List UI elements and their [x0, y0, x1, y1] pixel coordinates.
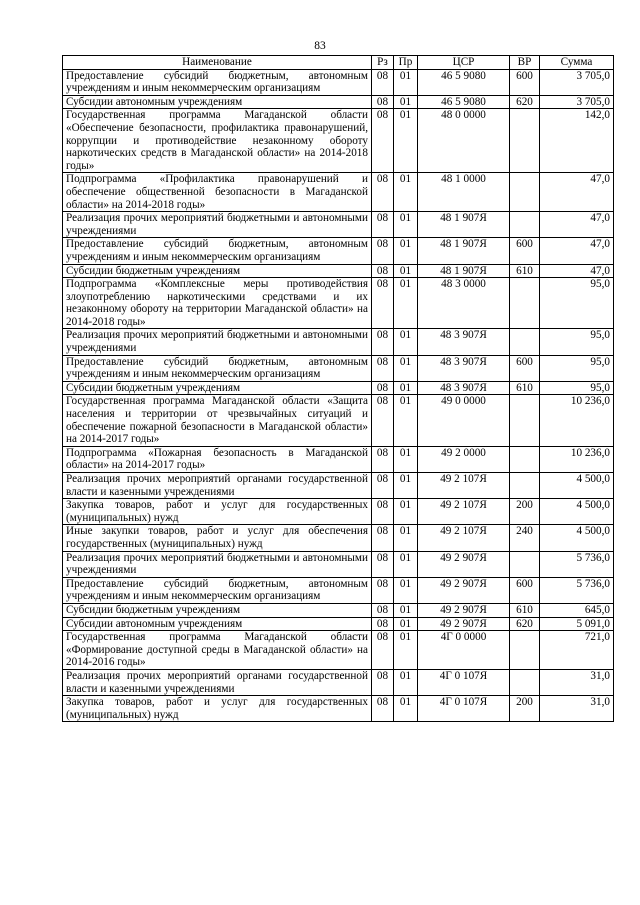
cell-name: Предоставление субсидий бюджетным, автономным учреждениям и иным некоммерческим организациям	[63, 238, 372, 264]
cell-sum: 95,0	[540, 381, 614, 395]
cell-vr	[510, 473, 540, 499]
cell-csr: 48 3 0000	[418, 278, 510, 329]
table-row	[63, 617, 614, 631]
cell-pr: 01	[394, 173, 418, 212]
cell-rz: 08	[372, 446, 394, 472]
cell-rz: 08	[372, 631, 394, 670]
cell-name: Государственная программа Магаданской области «Защита населения и территории от чрезвычайных ситуаций и обеспечение пожарной безопасности в Магаданской области» на 2014-2017 годы»	[63, 395, 372, 446]
cell-sum: 721,0	[540, 631, 614, 670]
cell-name: Реализация прочих мероприятий бюджетными и автономными учреждениями	[63, 329, 372, 355]
cell-csr: 48 1 907Я	[418, 238, 510, 264]
cell-name: Предоставление субсидий бюджетным, автономным учреждениям и иным некоммерческим организациям	[63, 69, 372, 95]
cell-csr: 46 5 9080	[418, 69, 510, 95]
cell-sum: 47,0	[540, 212, 614, 238]
cell-csr: 48 1 0000	[418, 173, 510, 212]
cell-rz: 08	[372, 525, 394, 551]
cell-name: Субсидии автономным учреждениям	[63, 95, 372, 109]
table-row	[63, 551, 614, 577]
cell-pr: 01	[394, 381, 418, 395]
cell-name: Реализация прочих мероприятий органами государственной власти и казенными учреждениями	[63, 669, 372, 695]
cell-name: Реализация прочих мероприятий бюджетными и автономными учреждениями	[63, 212, 372, 238]
cell-vr: 610	[510, 264, 540, 278]
table-row	[63, 173, 614, 212]
table-row	[63, 355, 614, 381]
table-row	[63, 212, 614, 238]
table-row	[63, 381, 614, 395]
cell-pr: 01	[394, 212, 418, 238]
header-csr: ЦСР	[418, 56, 510, 70]
cell-rz: 08	[372, 278, 394, 329]
table-row	[63, 577, 614, 603]
table-row	[63, 95, 614, 109]
table-row	[63, 109, 614, 173]
cell-sum: 95,0	[540, 278, 614, 329]
cell-rz: 08	[372, 617, 394, 631]
cell-sum: 4 500,0	[540, 499, 614, 525]
cell-vr	[510, 212, 540, 238]
table-row	[63, 603, 614, 617]
cell-rz: 08	[372, 95, 394, 109]
cell-csr: 49 2 107Я	[418, 473, 510, 499]
cell-csr: 46 5 9080	[418, 95, 510, 109]
cell-pr: 01	[394, 446, 418, 472]
cell-sum: 31,0	[540, 696, 614, 722]
cell-vr	[510, 109, 540, 173]
cell-csr: 48 1 907Я	[418, 212, 510, 238]
cell-pr: 01	[394, 603, 418, 617]
cell-sum: 95,0	[540, 355, 614, 381]
cell-rz: 08	[372, 69, 394, 95]
cell-csr: 49 0 0000	[418, 395, 510, 446]
cell-pr: 01	[394, 499, 418, 525]
cell-csr: 48 3 907Я	[418, 381, 510, 395]
cell-name: Государственная программа Магаданской области «Обеспечение безопасности, профилактика правонарушений, коррупции и противодействие незаконному обороту наркотических средств в Магаданской области» на 2014-2018 годы»	[63, 109, 372, 173]
cell-sum: 47,0	[540, 173, 614, 212]
cell-csr: 48 1 907Я	[418, 264, 510, 278]
table-row	[63, 525, 614, 551]
cell-sum: 10 236,0	[540, 446, 614, 472]
cell-pr: 01	[394, 329, 418, 355]
cell-rz: 08	[372, 173, 394, 212]
cell-pr: 01	[394, 355, 418, 381]
cell-csr: 4Г 0 107Я	[418, 696, 510, 722]
cell-vr: 620	[510, 95, 540, 109]
cell-sum: 5 091,0	[540, 617, 614, 631]
cell-vr: 600	[510, 238, 540, 264]
cell-vr	[510, 446, 540, 472]
cell-sum: 3 705,0	[540, 69, 614, 95]
cell-rz: 08	[372, 329, 394, 355]
cell-pr: 01	[394, 551, 418, 577]
cell-csr: 49 2 907Я	[418, 577, 510, 603]
cell-rz: 08	[372, 109, 394, 173]
cell-csr: 49 2 107Я	[418, 525, 510, 551]
cell-vr: 620	[510, 617, 540, 631]
header-vr: ВР	[510, 56, 540, 70]
cell-sum: 142,0	[540, 109, 614, 173]
cell-sum: 47,0	[540, 238, 614, 264]
cell-sum: 5 736,0	[540, 577, 614, 603]
cell-vr: 240	[510, 525, 540, 551]
cell-vr: 200	[510, 696, 540, 722]
cell-name: Закупка товаров, работ и услуг для государственных (муниципальных) нужд	[63, 499, 372, 525]
table-header-row	[63, 56, 614, 70]
cell-csr: 49 2 0000	[418, 446, 510, 472]
cell-pr: 01	[394, 696, 418, 722]
cell-vr: 610	[510, 381, 540, 395]
cell-vr	[510, 631, 540, 670]
cell-sum: 95,0	[540, 329, 614, 355]
cell-vr: 600	[510, 69, 540, 95]
cell-csr: 49 2 907Я	[418, 617, 510, 631]
cell-vr	[510, 395, 540, 446]
budget-table	[62, 55, 614, 722]
cell-rz: 08	[372, 355, 394, 381]
cell-pr: 01	[394, 617, 418, 631]
header-rz: Рз	[372, 56, 394, 70]
cell-pr: 01	[394, 69, 418, 95]
cell-rz: 08	[372, 264, 394, 278]
cell-rz: 08	[372, 696, 394, 722]
table-row	[63, 329, 614, 355]
cell-csr: 49 2 907Я	[418, 603, 510, 617]
cell-sum: 5 736,0	[540, 551, 614, 577]
cell-vr	[510, 329, 540, 355]
cell-pr: 01	[394, 669, 418, 695]
cell-sum: 47,0	[540, 264, 614, 278]
header-sum: Сумма	[540, 56, 614, 70]
cell-vr: 610	[510, 603, 540, 617]
cell-name: Предоставление субсидий бюджетным, автономным учреждениям и иным некоммерческим организациям	[63, 355, 372, 381]
cell-rz: 08	[372, 669, 394, 695]
cell-name: Закупка товаров, работ и услуг для государственных (муниципальных) нужд	[63, 696, 372, 722]
cell-csr: 48 3 907Я	[418, 355, 510, 381]
cell-rz: 08	[372, 395, 394, 446]
cell-pr: 01	[394, 238, 418, 264]
cell-csr: 49 2 107Я	[418, 499, 510, 525]
cell-pr: 01	[394, 473, 418, 499]
table-row	[63, 278, 614, 329]
cell-rz: 08	[372, 499, 394, 525]
cell-rz: 08	[372, 238, 394, 264]
table-body	[63, 69, 614, 722]
cell-vr: 600	[510, 577, 540, 603]
table-row	[63, 499, 614, 525]
cell-vr	[510, 278, 540, 329]
cell-sum: 4 500,0	[540, 525, 614, 551]
table-row	[63, 446, 614, 472]
cell-vr	[510, 173, 540, 212]
cell-vr	[510, 669, 540, 695]
cell-name: Субсидии бюджетным учреждениям	[63, 381, 372, 395]
cell-name: Субсидии бюджетным учреждениям	[63, 603, 372, 617]
cell-name: Реализация прочих мероприятий органами государственной власти и казенными учреждениями	[63, 473, 372, 499]
cell-pr: 01	[394, 525, 418, 551]
cell-csr: 49 2 907Я	[418, 551, 510, 577]
cell-rz: 08	[372, 381, 394, 395]
header-name: Наименование	[63, 56, 372, 70]
cell-pr: 01	[394, 577, 418, 603]
cell-name: Предоставление субсидий бюджетным, автономным учреждениям и иным некоммерческим организациям	[63, 577, 372, 603]
header-pr: Пр	[394, 56, 418, 70]
cell-sum: 4 500,0	[540, 473, 614, 499]
table-row	[63, 473, 614, 499]
cell-pr: 01	[394, 264, 418, 278]
cell-vr	[510, 551, 540, 577]
cell-vr: 200	[510, 499, 540, 525]
table-row	[63, 238, 614, 264]
cell-sum: 10 236,0	[540, 395, 614, 446]
cell-name: Иные закупки товаров, работ и услуг для обеспечения государственных (муниципальных) нужд	[63, 525, 372, 551]
cell-csr: 4Г 0 0000	[418, 631, 510, 670]
cell-name: Субсидии автономным учреждениям	[63, 617, 372, 631]
cell-csr: 48 3 907Я	[418, 329, 510, 355]
cell-name: Субсидии бюджетным учреждениям	[63, 264, 372, 278]
cell-name: Государственная программа Магаданской области «Формирование доступной среды в Магаданской области» на 2014-2016 годы»	[63, 631, 372, 670]
cell-rz: 08	[372, 577, 394, 603]
cell-sum: 31,0	[540, 669, 614, 695]
cell-rz: 08	[372, 473, 394, 499]
cell-sum: 645,0	[540, 603, 614, 617]
cell-csr: 4Г 0 107Я	[418, 669, 510, 695]
table-row	[63, 696, 614, 722]
table-row	[63, 395, 614, 446]
cell-pr: 01	[394, 278, 418, 329]
cell-name: Подпрограмма «Комплексные меры противодействия злоупотреблению наркотическими средствами и их незаконному обороту на территории Магаданской области» на 2014-2018 годы»	[63, 278, 372, 329]
cell-csr: 48 0 0000	[418, 109, 510, 173]
table-row	[63, 669, 614, 695]
cell-rz: 08	[372, 212, 394, 238]
table-row	[63, 631, 614, 670]
table-row	[63, 264, 614, 278]
cell-name: Реализация прочих мероприятий бюджетными и автономными учреждениями	[63, 551, 372, 577]
cell-rz: 08	[372, 551, 394, 577]
table-row	[63, 69, 614, 95]
cell-pr: 01	[394, 395, 418, 446]
cell-rz: 08	[372, 603, 394, 617]
cell-pr: 01	[394, 95, 418, 109]
page-number: 83	[314, 40, 326, 52]
cell-name: Подпрограмма «Профилактика правонарушений и обеспечение общественной безопасности в Магаданской области» на 2014-2018 годы»	[63, 173, 372, 212]
cell-sum: 3 705,0	[540, 95, 614, 109]
cell-name: Подпрограмма «Пожарная безопасность в Магаданской области» на 2014-2017 годы»	[63, 446, 372, 472]
cell-pr: 01	[394, 109, 418, 173]
cell-pr: 01	[394, 631, 418, 670]
cell-vr: 600	[510, 355, 540, 381]
